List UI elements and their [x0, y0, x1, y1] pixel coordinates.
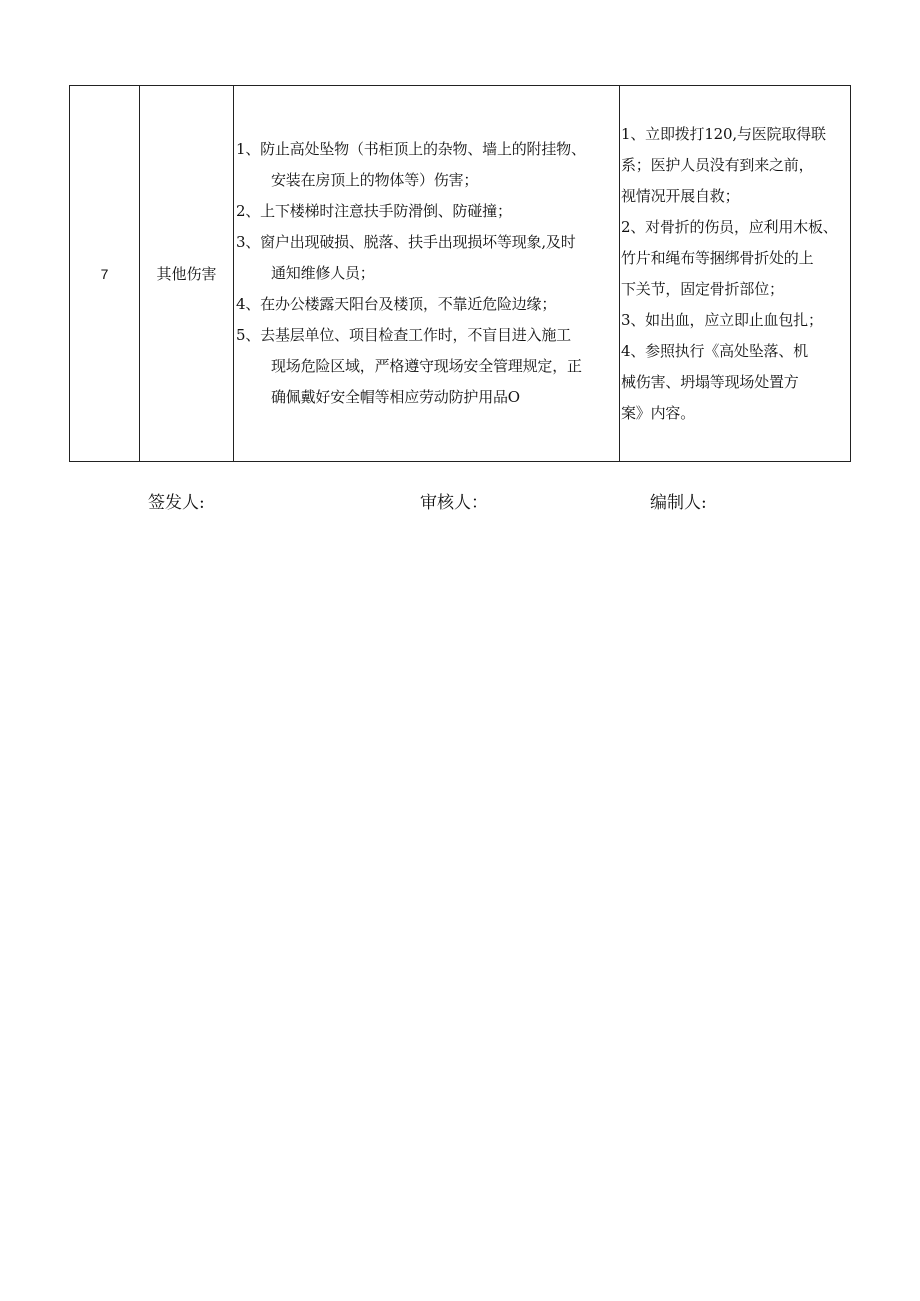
- treatment-line: 4、参照执行《高处坠落、机: [621, 341, 808, 360]
- treatment-line: 竹片和绳布等捆绑骨折处的上: [621, 248, 814, 267]
- prevention-item-4: [236, 289, 619, 320]
- prevention-item-line: 确佩戴好安全帽等相应劳动防护用品O: [271, 388, 520, 406]
- emergency-treatment-cell: [620, 86, 850, 461]
- preparer-label: 编制人:: [650, 493, 707, 513]
- prevention-item-3: [236, 227, 619, 289]
- row-number-cell: [70, 86, 140, 461]
- prevention-item-line: 2、上下楼梯时注意扶手防滑倒、防碰撞；: [236, 202, 512, 220]
- treatment-line: 视情况开展自救；: [621, 186, 740, 205]
- prevention-item-line: 4、在办公楼露天阳台及楼顶，不靠近危险边缘；: [236, 295, 557, 313]
- treatment-line: 3、如出血，应立即止血包扎；: [621, 310, 823, 329]
- prevention-measures-cell: [234, 86, 620, 461]
- hazard-table-row: [69, 85, 851, 462]
- prevention-item-5: [236, 320, 619, 413]
- prevention-item-line: 1、防止高处坠物（书柜顶上的杂物、墙上的附挂物、: [236, 140, 586, 158]
- treatment-line: 械伤害、坍塌等现场处置方: [621, 372, 799, 391]
- treatment-line: 系；医护人员没有到来之前，: [621, 155, 814, 174]
- issuer-label: 签发人:: [148, 493, 205, 513]
- prevention-item-1: [236, 134, 619, 196]
- treatment-line: 下关节，固定骨折部位；: [621, 279, 784, 298]
- hazard-type: 其他伤害: [156, 265, 217, 283]
- prevention-item-line: 通知维修人员；: [271, 264, 375, 282]
- row-number: 7: [100, 265, 109, 282]
- prevention-item-2: [236, 196, 619, 227]
- prevention-item-line: 5、去基层单位、项目检查工作时，不盲目进入施工: [236, 326, 571, 344]
- treatment-line: 1、立即拨打120,与医院取得联: [621, 124, 826, 143]
- treatment-line: 2、对骨折的伤员，应利用木板、: [621, 217, 838, 236]
- prevention-item-line: 现场危险区域，严格遵守现场安全管理规定，正: [271, 357, 582, 375]
- prevention-item-line: 安装在房顶上的物体等）伤害；: [271, 171, 479, 189]
- hazard-type-cell: [140, 86, 234, 461]
- treatment-line: 案》内容。: [621, 403, 696, 422]
- prevention-item-line: 3、窗户出现破损、脱落、扶手出现损坏等现象,及时: [236, 233, 576, 251]
- signature-row: [0, 488, 920, 512]
- reviewer-label: 审核人：: [420, 493, 488, 513]
